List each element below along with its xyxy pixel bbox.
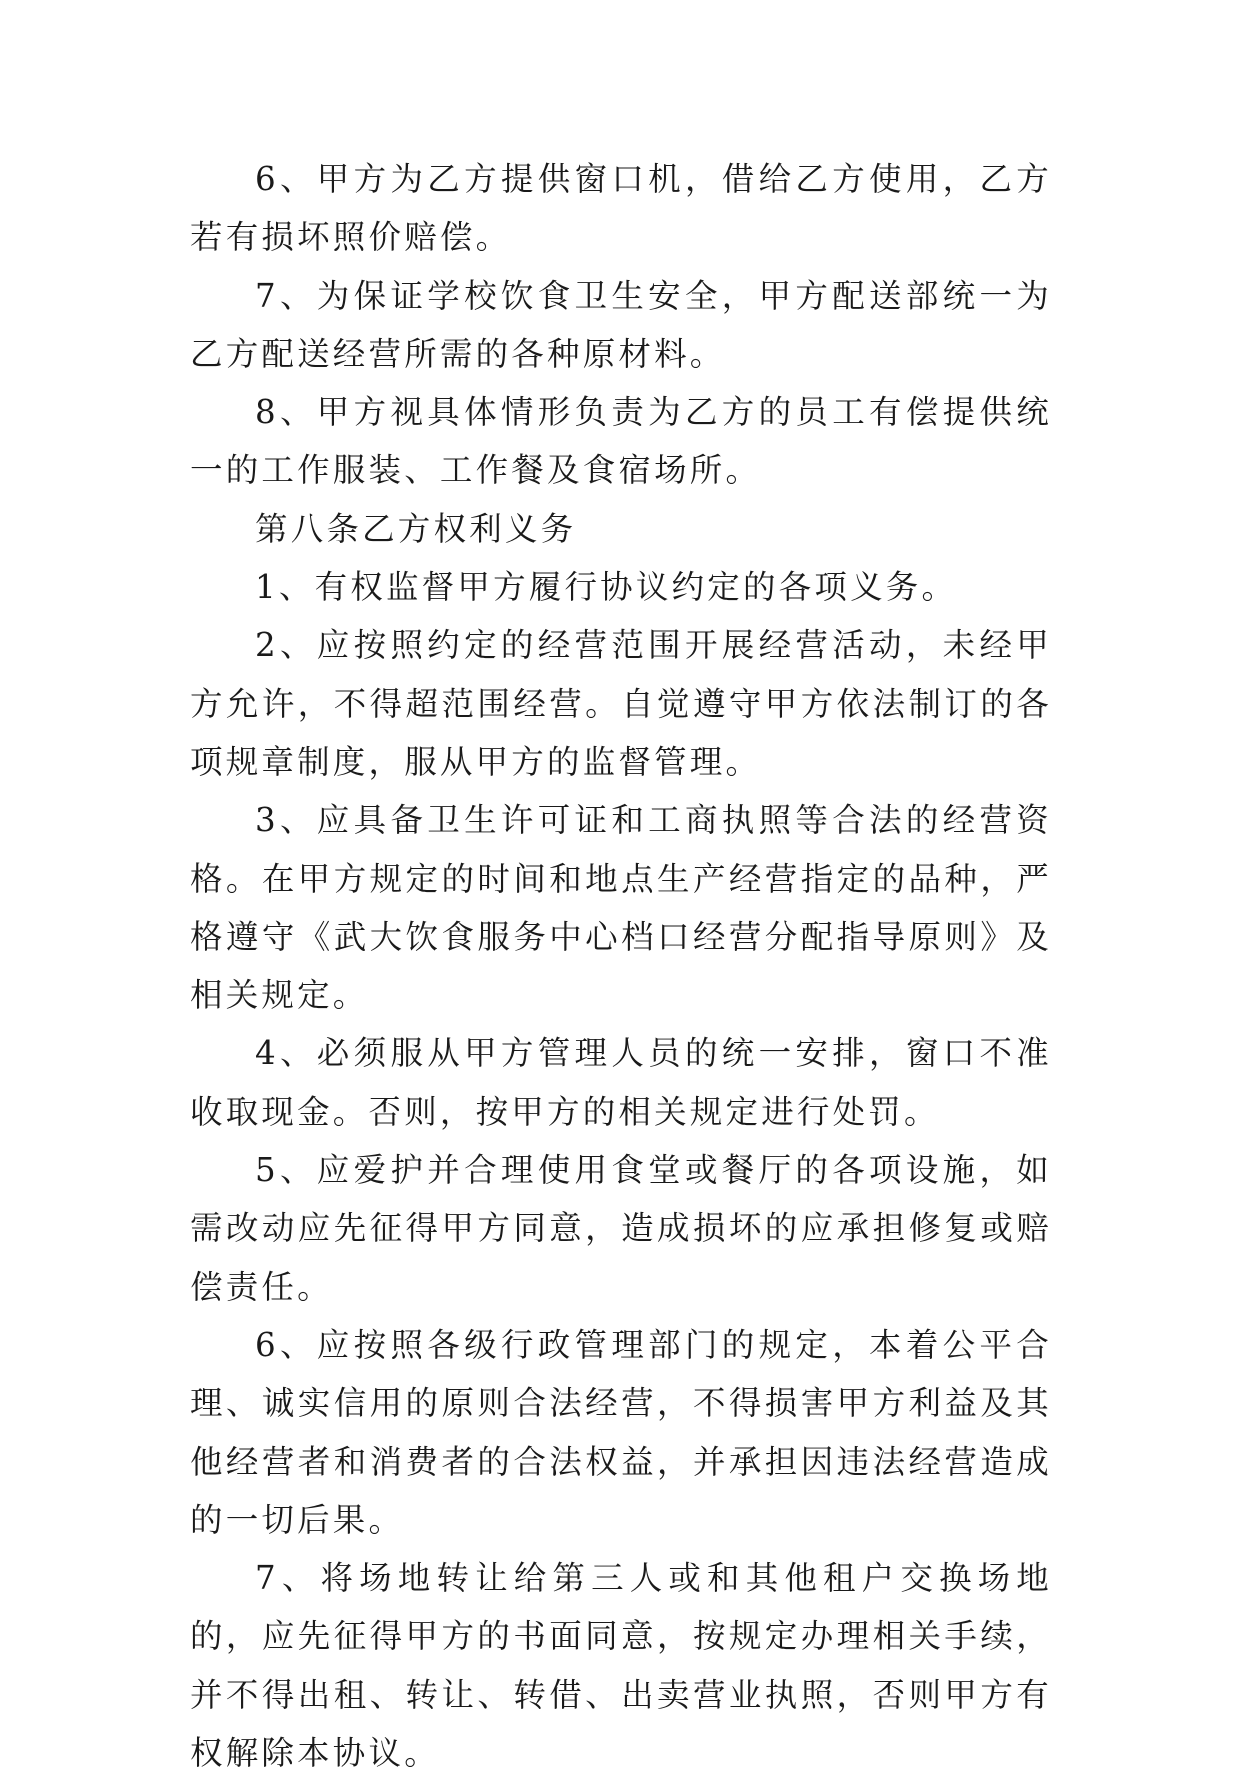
paragraph-obligation-1: 1、有权监督甲方履行协议约定的各项义务。 <box>255 568 958 607</box>
paragraph-obligation-7: 7、将场地转让给第三人或和其他租户交换场地的，应先征得甲方的书面同意，按规定办理相关手续，并不得出租、转让、转借、出卖营业执照，否则甲方有权解除本协议。 <box>190 1559 1052 1773</box>
paragraph-obligation-3: 3、应具备卫生许可证和工商执照等合法的经营资格。在甲方规定的时间和地点生产经营指定的品种，严格遵守《武大饮食服务中心档口经营分配指导原则》及相关规定。 <box>190 801 1052 1015</box>
paragraph-obligation-5: 5、应爱护并合理使用食堂或餐厅的各项设施，如需改动应先征得甲方同意，造成损坏的应承担修复或赔偿责任。 <box>190 1151 1052 1306</box>
document-page <box>190 150 1052 1782</box>
paragraph-item-8: 8、甲方视具体情形负责为乙方的员工有偿提供统一的工作服装、工作餐及食宿场所。 <box>190 393 1052 490</box>
paragraph-item-7: 7、为保证学校饮食卫生安全，甲方配送部统一为乙方配送经营所需的各种原材料。 <box>190 276 1052 373</box>
paragraph-obligation-4: 4、必须服从甲方管理人员的统一安排，窗口不准收取现金。否则，按甲方的相关规定进行处罚。 <box>190 1034 1052 1131</box>
article-heading: 第八条乙方权利义务 <box>255 509 577 548</box>
paragraph-obligation-2: 2、应按照约定的经营范围开展经营活动，未经甲方允许，不得超范围经营。自觉遵守甲方依法制订的各项规章制度，服从甲方的监督管理。 <box>190 626 1052 781</box>
paragraph-item-6: 6、甲方为乙方提供窗口机，借给乙方使用，乙方若有损坏照价赔偿。 <box>190 160 1052 257</box>
paragraph-obligation-6: 6、应按照各级行政管理部门的规定，本着公平合理、诚实信用的原则合法经营，不得损害甲方利益及其他经营者和消费者的合法权益，并承担因违法经营造成的一切后果。 <box>190 1325 1052 1539</box>
